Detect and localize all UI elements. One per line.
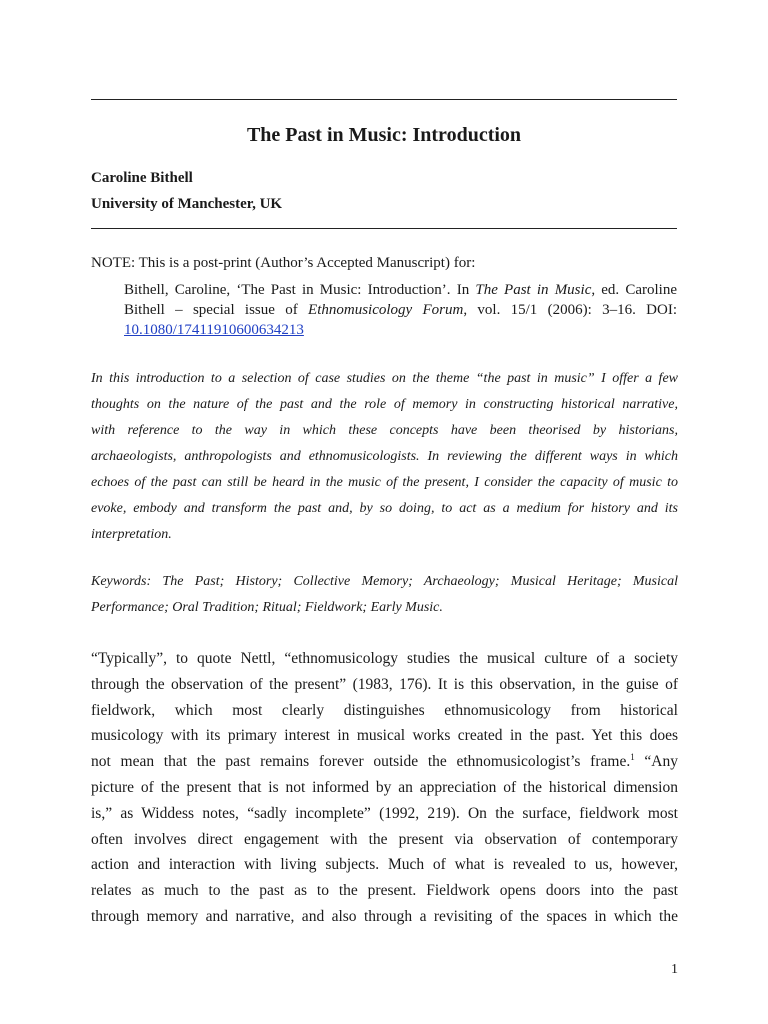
body-line: fieldwork, which most clearly distinguishes ethnomusicology from historical bbox=[91, 701, 678, 719]
citation-line-1 bbox=[124, 280, 677, 300]
citation-line-3 bbox=[124, 320, 677, 340]
paper-title: The Past in Music: Introduction bbox=[246, 124, 522, 146]
postprint-note: NOTE: This is a post-print (Author’s Accepted Manuscript) for: bbox=[91, 255, 476, 271]
citation-text: Bithell, Caroline, ‘The Past in Music: Introduction’. In bbox=[124, 282, 476, 298]
author-affiliation: University of Manchester, UK bbox=[91, 196, 283, 212]
abstract bbox=[91, 366, 678, 548]
body-line: action and interaction with living subjects. Much of what is revealed to us, however, bbox=[91, 856, 678, 874]
body-line: picture of the present that is not informed by an appreciation of the historical dimension bbox=[91, 778, 678, 796]
citation-text: , ed. Caroline bbox=[591, 282, 677, 298]
body-line: often involves direct engagement with the present via observation of contemporary bbox=[91, 830, 678, 848]
book-title: The Past in Music bbox=[475, 282, 592, 298]
keywords-line: Keywords: The Past; History; Collective Memory; Archaeology; Musical Heritage; Musical bbox=[91, 574, 678, 589]
abstract-line: archaeologists, anthropologists and ethnomusicologists. In reviewing the different ways in which bbox=[91, 449, 678, 464]
citation-text: Bithell – special issue of bbox=[124, 302, 309, 318]
citation-text: , vol. 15/1 (2006): 3–16. DOI: bbox=[463, 302, 677, 318]
abstract-line: evoke, embody and transform the past and, by so doing, to act as a medium for history and its bbox=[91, 501, 678, 516]
body-line: relates as much to the past as to the present. Fieldwork opens doors into the past bbox=[91, 882, 678, 900]
citation-block bbox=[124, 280, 677, 340]
footnote-marker[interactable]: 1 bbox=[630, 752, 635, 763]
author-name: Caroline Bithell bbox=[91, 170, 193, 186]
journal-title: Ethnomusicology Forum bbox=[308, 302, 464, 318]
abstract-line: interpretation. bbox=[91, 527, 172, 542]
abstract-line: In this introduction to a selection of case studies on the theme “the past in music” I offer a few bbox=[91, 371, 678, 386]
header-divider-rule bbox=[91, 228, 677, 229]
abstract-line: thoughts on the nature of the past and the role of memory in constructing historical narrative, bbox=[91, 397, 678, 412]
top-horizontal-rule bbox=[91, 99, 677, 100]
page-number: 1 bbox=[671, 962, 678, 977]
keywords-line: Performance; Oral Tradition; Ritual; Fieldwork; Early Music. bbox=[91, 600, 443, 615]
body-line: “Typically”, to quote Nettl, “ethnomusicology studies the musical culture of a society bbox=[91, 650, 678, 667]
body-text bbox=[91, 646, 678, 930]
body-line: musicology with its primary interest in musical works created in the past. Yet this does bbox=[91, 727, 678, 745]
body-line-text: “Any bbox=[634, 753, 678, 771]
abstract-line: echoes of the past can still be heard in the music of the present, I consider the capacity of music to bbox=[91, 475, 678, 490]
body-line: through the observation of the present” (1983, 176). It is this observation, in the guise of bbox=[91, 675, 678, 693]
doi-link[interactable]: 10.1080/17411910600634213 bbox=[124, 322, 304, 338]
body-line-with-footnote bbox=[91, 749, 678, 775]
citation-line-2 bbox=[124, 300, 677, 320]
abstract-line: with reference to the way in which these concepts have been theorised by historians, bbox=[91, 423, 678, 438]
body-line-text: not mean that the past remains forever outside the ethnomusicologist’s frame. bbox=[91, 753, 631, 771]
keywords bbox=[91, 569, 678, 621]
body-line: through memory and narrative, and also through a revisiting of the spaces in which the bbox=[91, 907, 678, 925]
body-line: is,” as Widdess notes, “sadly incomplete” (1992, 219). On the surface, fieldwork most bbox=[91, 804, 678, 822]
